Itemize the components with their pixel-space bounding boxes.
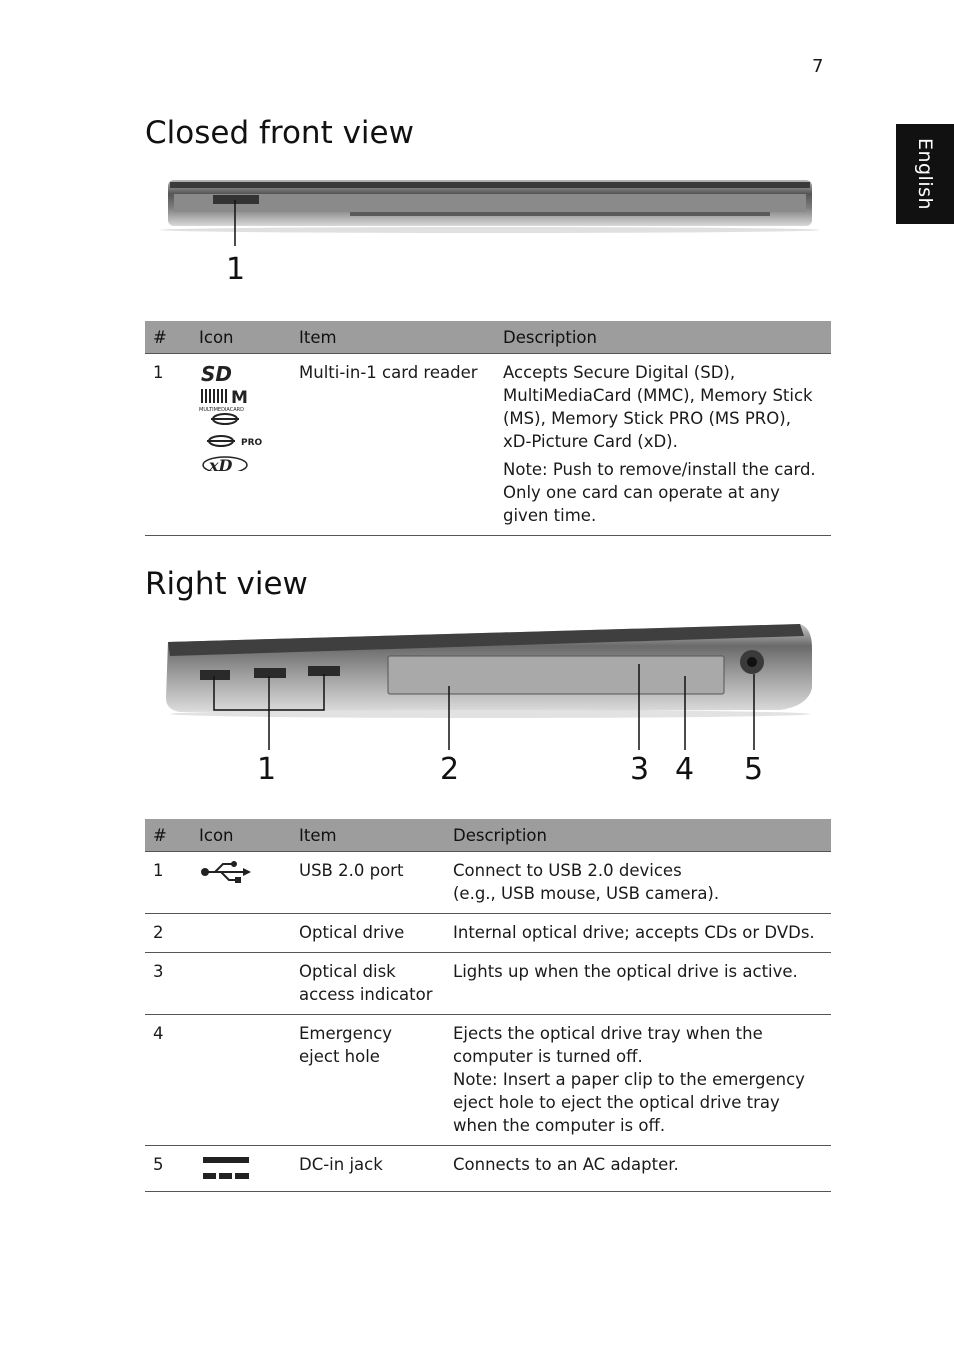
language-tab: English [896, 124, 954, 224]
table-row: 3 Optical disk access indicator Lights up when the optical drive is active. [145, 953, 831, 1015]
callout-5-right: 5 [744, 752, 764, 787]
laptop-right-view-illustration [140, 618, 820, 756]
svg-text:SD: SD [201, 362, 233, 386]
header-item: Item [291, 321, 495, 354]
callout-4-right: 4 [675, 752, 695, 787]
front-view-table [145, 321, 831, 536]
header-num: # [145, 819, 191, 852]
svg-text:M: M [231, 388, 248, 408]
callout-3-right: 3 [630, 752, 650, 787]
section-title-closed-front: Closed front view [145, 115, 414, 151]
header-item: Item [291, 819, 445, 852]
card-reader-logos-icon [199, 361, 279, 471]
dc-in-icon [199, 1153, 249, 1183]
header-icon: Icon [191, 819, 291, 852]
table-row: 2 Optical drive Internal optical drive; accepts CDs or DVDs. [145, 914, 831, 953]
page-number: 7 [812, 56, 824, 77]
callout-2-right: 2 [440, 752, 460, 787]
table-row: 4 Emergency eject hole Ejects the optical drive tray when the computer is turned off. Note: Insert a paper clip to the emergency eject hole to eject the optical drive tray when the computer is off. [145, 1015, 831, 1146]
svg-text:MULTIMEDIACARD: MULTIMEDIACARD [199, 407, 244, 413]
table-row: 1 USB 2.0 port Connect to USB 2.0 devices (e.g., USB mouse, USB camera). [145, 852, 831, 914]
header-num: # [145, 321, 191, 354]
section-title-right-view: Right view [145, 566, 308, 602]
header-description: Description [445, 819, 831, 852]
table-row: 1 SD M MULTIMEDIACARD PRO xD Multi-in-1 card reader Accepts Secure Digital (SD), MultiMediaCard (MMC), Memory Stick (MS), Memory Stick PRO (MS PRO), xD-Picture Card (xD). Note: Push to remove/install the card. Only one card can operate at any given time. [145, 354, 831, 536]
header-description: Description [495, 321, 831, 354]
svg-text:PRO: PRO [241, 438, 263, 448]
right-view-table [145, 819, 831, 1192]
table-row: 5 DC-in jack Connects to an AC adapter. [145, 1146, 831, 1192]
svg-text:xD: xD [209, 456, 233, 471]
callout-1-front: 1 [226, 252, 246, 287]
header-icon: Icon [191, 321, 291, 354]
laptop-front-view-illustration [140, 172, 820, 256]
callout-1-right: 1 [257, 752, 277, 787]
usb-icon [199, 859, 251, 885]
